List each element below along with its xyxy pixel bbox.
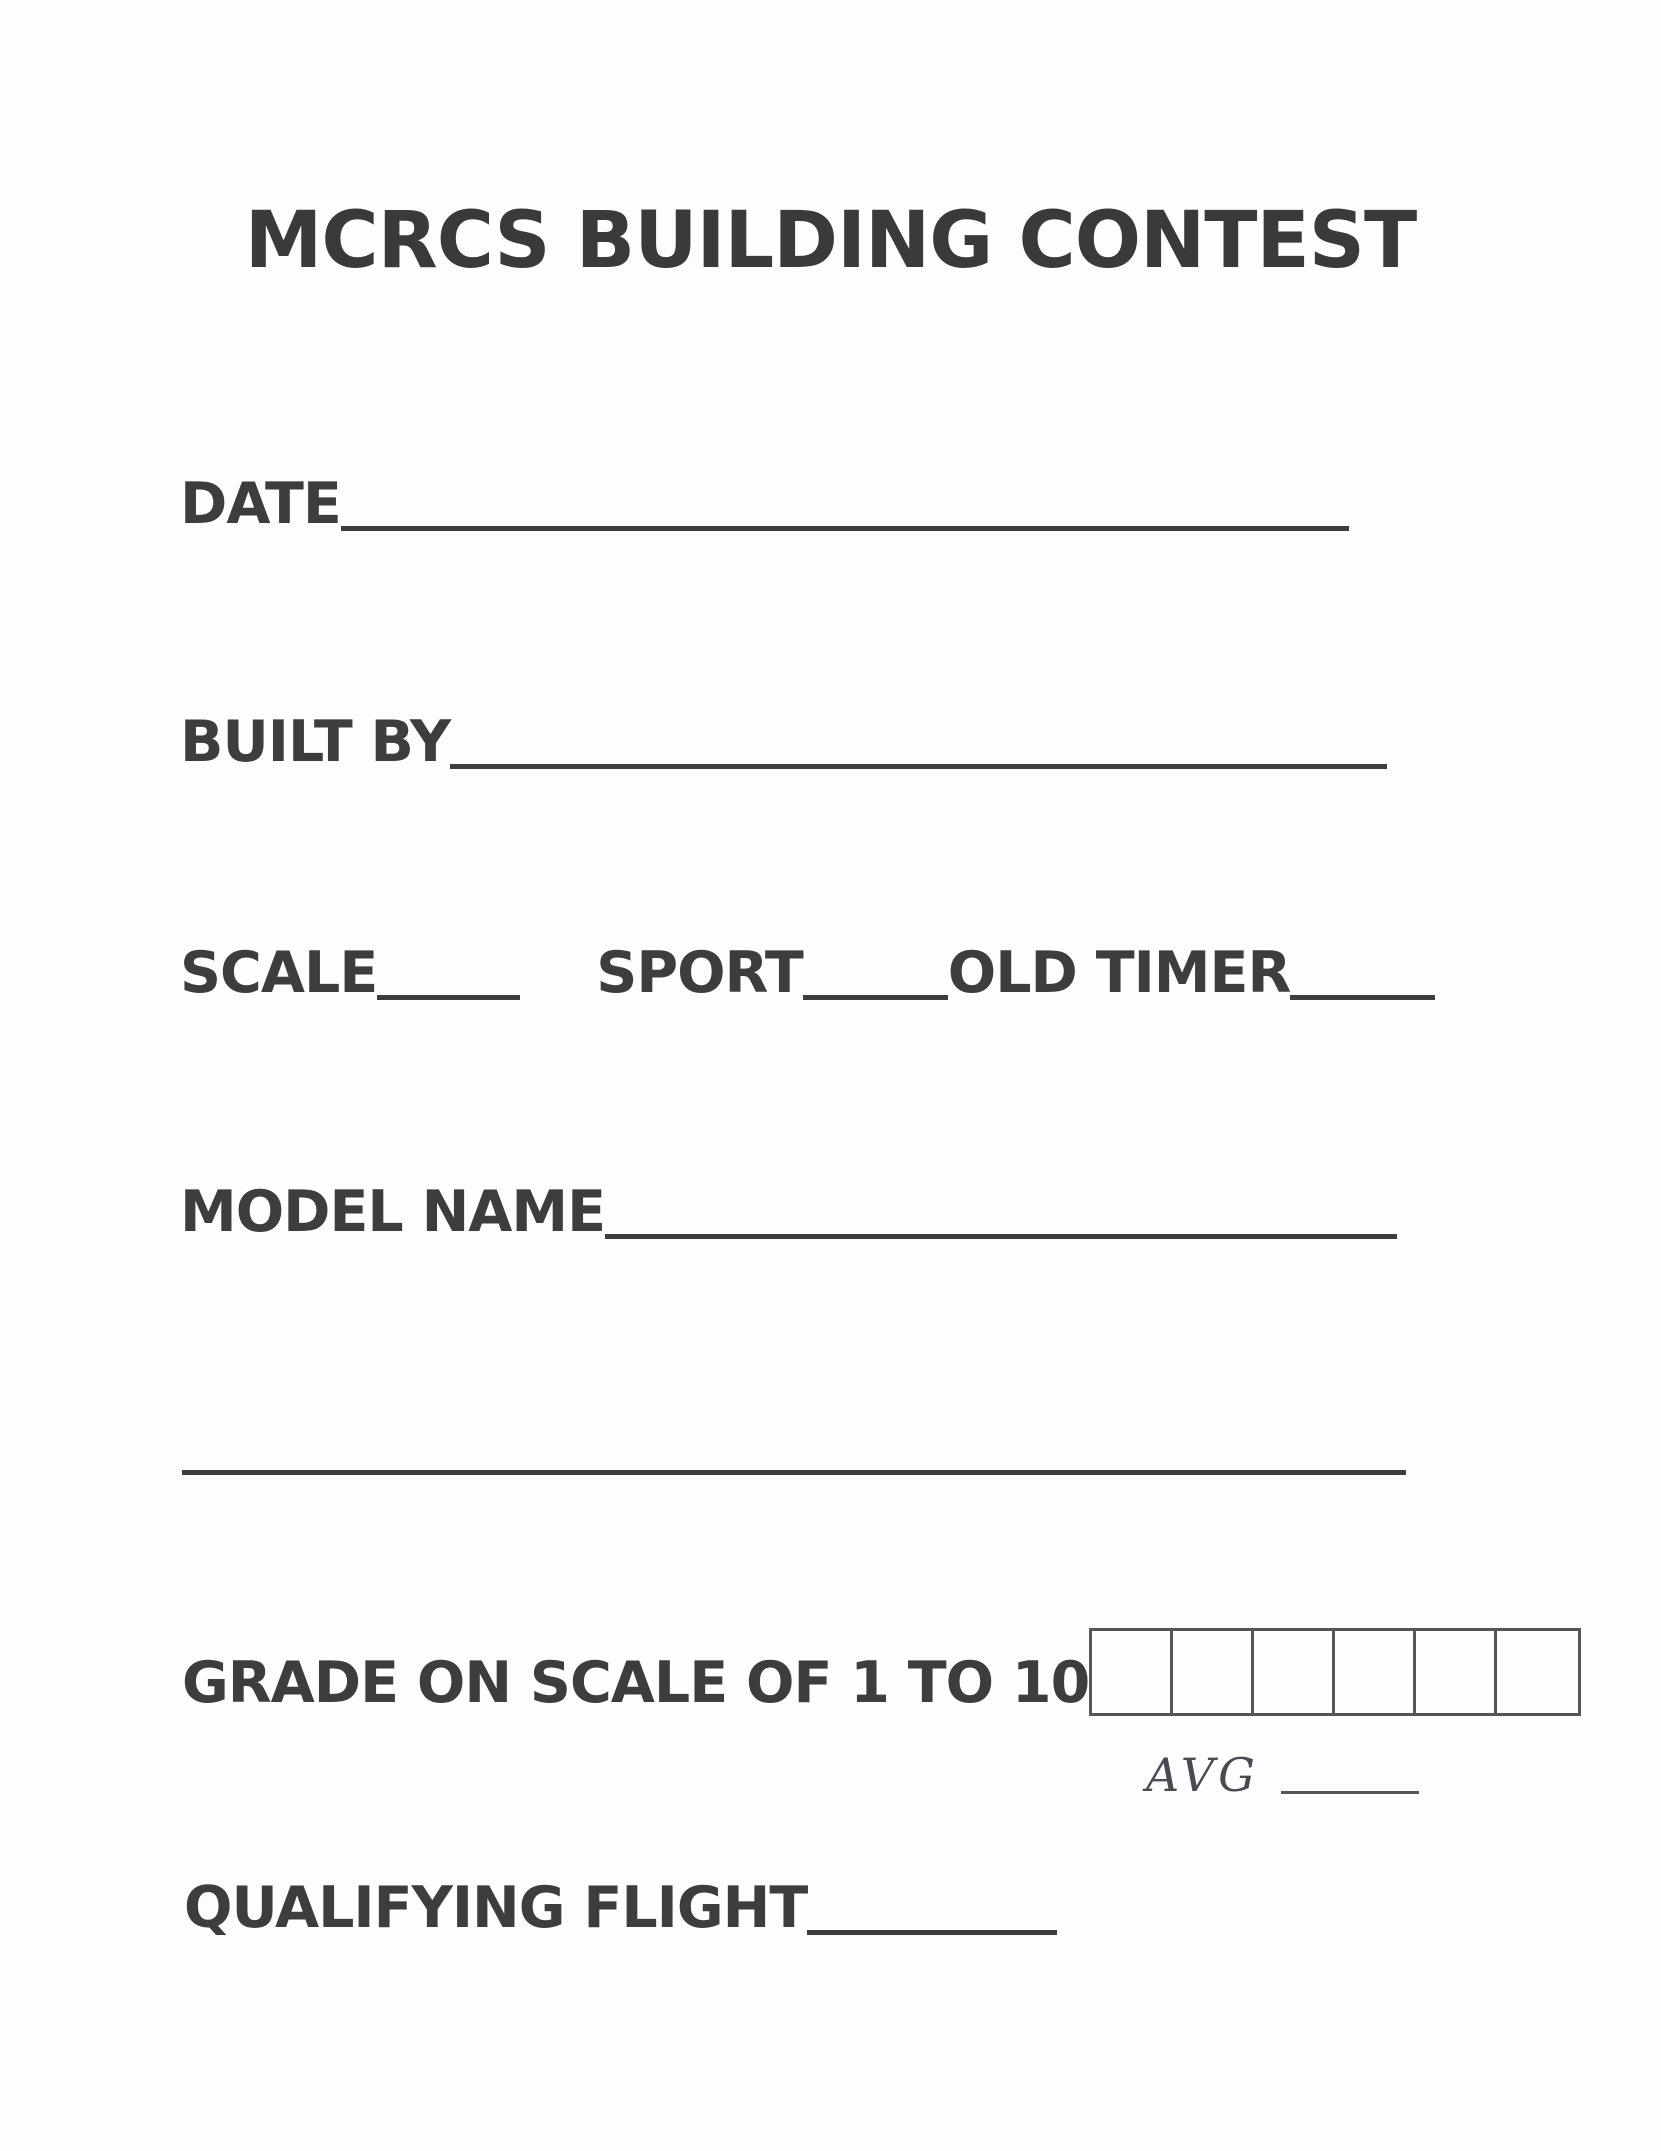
built-by-field[interactable]	[450, 764, 1387, 769]
scale-field[interactable]	[377, 995, 520, 1000]
grade-boxes	[1089, 1628, 1581, 1716]
grade-box[interactable]	[1335, 1631, 1416, 1713]
model-name-row	[180, 1179, 1397, 1245]
qualifying-flight-field[interactable]	[807, 1930, 1057, 1935]
old-timer-label: OLD TIMER	[947, 940, 1291, 1006]
model-name-field[interactable]	[605, 1234, 1397, 1239]
date-field[interactable]	[341, 526, 1349, 531]
avg-row	[1146, 1748, 1419, 1802]
grade-row	[182, 1628, 1581, 1716]
built-by-row	[180, 709, 1387, 775]
built-by-label: BUILT BY	[180, 709, 451, 775]
sport-field[interactable]	[803, 995, 948, 1000]
model-name-label: MODEL NAME	[180, 1179, 606, 1245]
date-label: DATE	[180, 471, 341, 537]
sport-label: SPORT	[596, 940, 803, 1006]
avg-label: AVG	[1146, 1748, 1259, 1802]
category-row	[180, 940, 1435, 1006]
grade-box[interactable]	[1254, 1631, 1335, 1713]
grade-label: GRADE ON SCALE OF 1 TO 10	[182, 1650, 1090, 1716]
qualifying-flight-row	[184, 1875, 1057, 1941]
model-name-second-line[interactable]	[182, 1470, 1406, 1475]
form-title: MCRCS BUILDING CONTEST	[244, 196, 1417, 286]
qualifying-flight-label: QUALIFYING FLIGHT	[184, 1875, 808, 1941]
grade-box[interactable]	[1173, 1631, 1254, 1713]
grade-box[interactable]	[1416, 1631, 1497, 1713]
avg-field[interactable]	[1281, 1791, 1419, 1794]
grade-box[interactable]	[1497, 1631, 1578, 1713]
old-timer-field[interactable]	[1290, 995, 1435, 1000]
date-row	[180, 471, 1349, 537]
grade-box[interactable]	[1092, 1631, 1173, 1713]
scale-label: SCALE	[180, 940, 378, 1006]
